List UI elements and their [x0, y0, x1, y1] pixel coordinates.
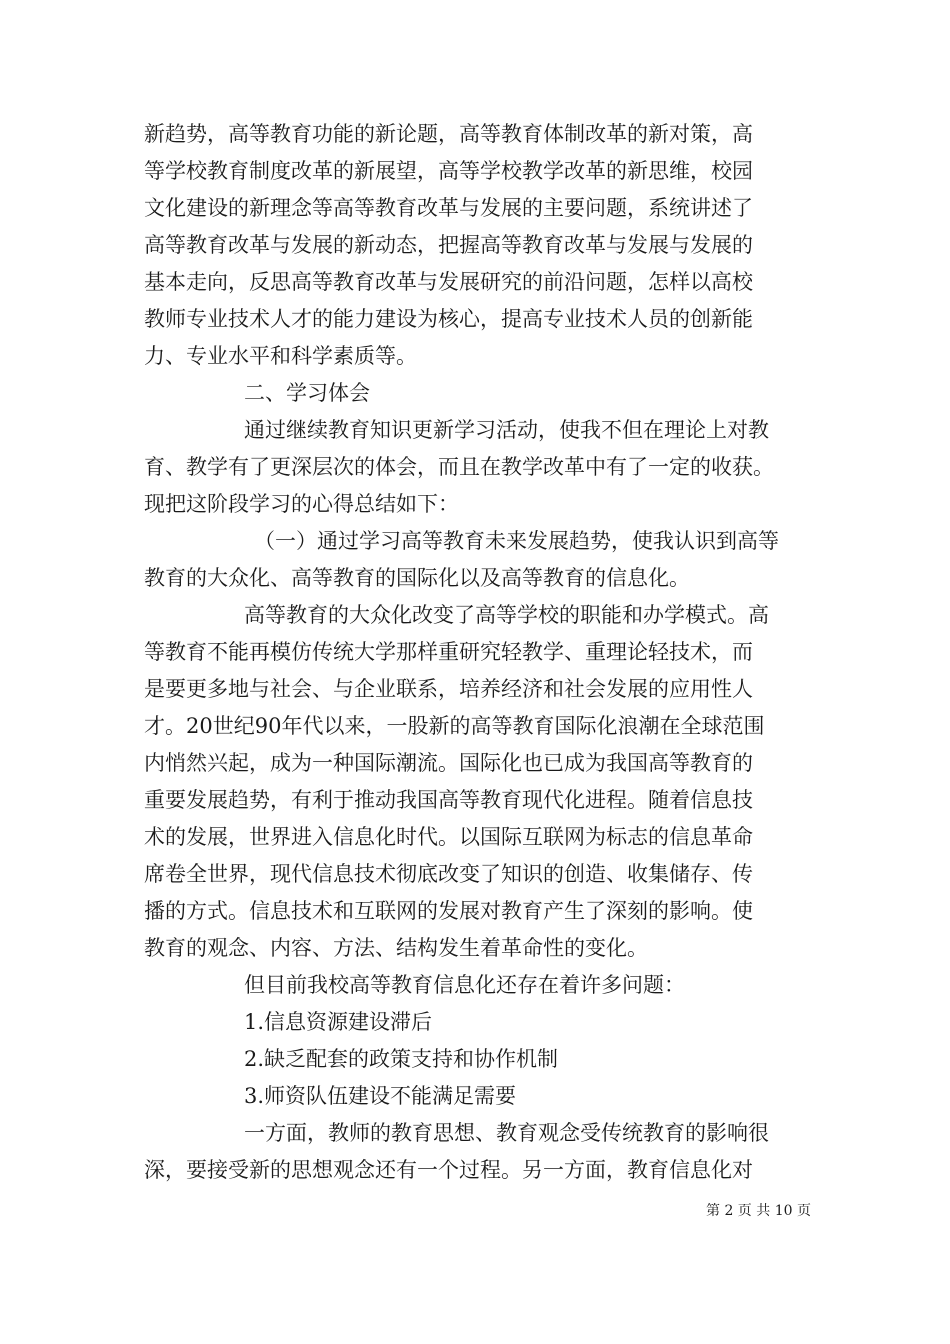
body-text: [144, 116, 824, 1189]
text-line: 文化建设的新理念等高等教育改革与发展的主要问题，系统讲述了: [144, 196, 753, 220]
text-line: 力、专业水平和科学素质等。: [144, 344, 417, 368]
text-line: 教师专业技术人才的能力建设为核心，提高专业技术人员的创新能: [144, 307, 753, 331]
text-line: 才。20世纪90年代以来，一股新的高等教育国际化浪潮在全球范围: [144, 714, 765, 738]
section-heading: 二、学习体会: [244, 381, 370, 405]
text-line: 重要发展趋势，有利于推动我国高等教育现代化进程。随着信息技: [144, 788, 753, 812]
text-line: 高等教育改革与发展的新动态，把握高等教育改革与发展与发展的: [144, 233, 753, 257]
subsection-heading: （一）通过学习高等教育未来发展趋势，使我认识到高等: [254, 529, 779, 553]
page-number-footer: 第 2 页 共 10 页: [706, 1203, 811, 1219]
text-line: 高等教育的大众化改变了高等学校的职能和办学模式。高: [244, 603, 769, 627]
text-line: 但目前我校高等教育信息化还存在着许多问题：: [244, 973, 685, 997]
text-line: 教育的大众化、高等教育的国际化以及高等教育的信息化。: [144, 566, 690, 590]
text-line: 深，要接受新的思想观念还有一个过程。另一方面，教育信息化对: [144, 1158, 753, 1182]
list-item: 3.师资队伍建设不能满足需要: [244, 1084, 517, 1108]
text-line: 育、教学有了更深层次的体会，而且在教学改革中有了一定的收获。: [144, 455, 774, 479]
text-line: 一方面，教师的教育思想、教育观念受传统教育的影响很: [244, 1121, 769, 1145]
list-item: 2.缺乏配套的政策支持和协作机制: [244, 1047, 559, 1071]
text-line: 现把这阶段学习的心得总结如下：: [144, 492, 459, 516]
text-line: 播的方式。信息技术和互联网的发展对教育产生了深刻的影响。使: [144, 899, 753, 923]
text-line: 术的发展，世界进入信息化时代。以国际互联网为标志的信息革命: [144, 825, 753, 849]
text-line: 基本走向，反思高等教育改革与发展研究的前沿问题，怎样以高校: [144, 270, 753, 294]
text-line: 等教育不能再模仿传统大学那样重研究轻教学、重理论轻技术，而: [144, 640, 753, 664]
text-line: 教育的观念、内容、方法、结构发生着革命性的变化。: [144, 936, 648, 960]
text-line: 是要更多地与社会、与企业联系，培养经济和社会发展的应用性人: [144, 677, 753, 701]
text-line: 等学校教育制度改革的新展望，高等学校教学改革的新思维，校园: [144, 159, 753, 183]
list-item: 1.信息资源建设滞后: [244, 1010, 433, 1034]
text-line: 内悄然兴起，成为一种国际潮流。国际化也已成为我国高等教育的: [144, 751, 753, 775]
text-line: 新趋势，高等教育功能的新论题，高等教育体制改革的新对策，高: [144, 122, 753, 146]
text-line: 通过继续教育知识更新学习活动，使我不但在理论上对教: [244, 418, 769, 442]
text-line: 席卷全世界，现代信息技术彻底改变了知识的创造、收集储存、传: [144, 862, 753, 886]
